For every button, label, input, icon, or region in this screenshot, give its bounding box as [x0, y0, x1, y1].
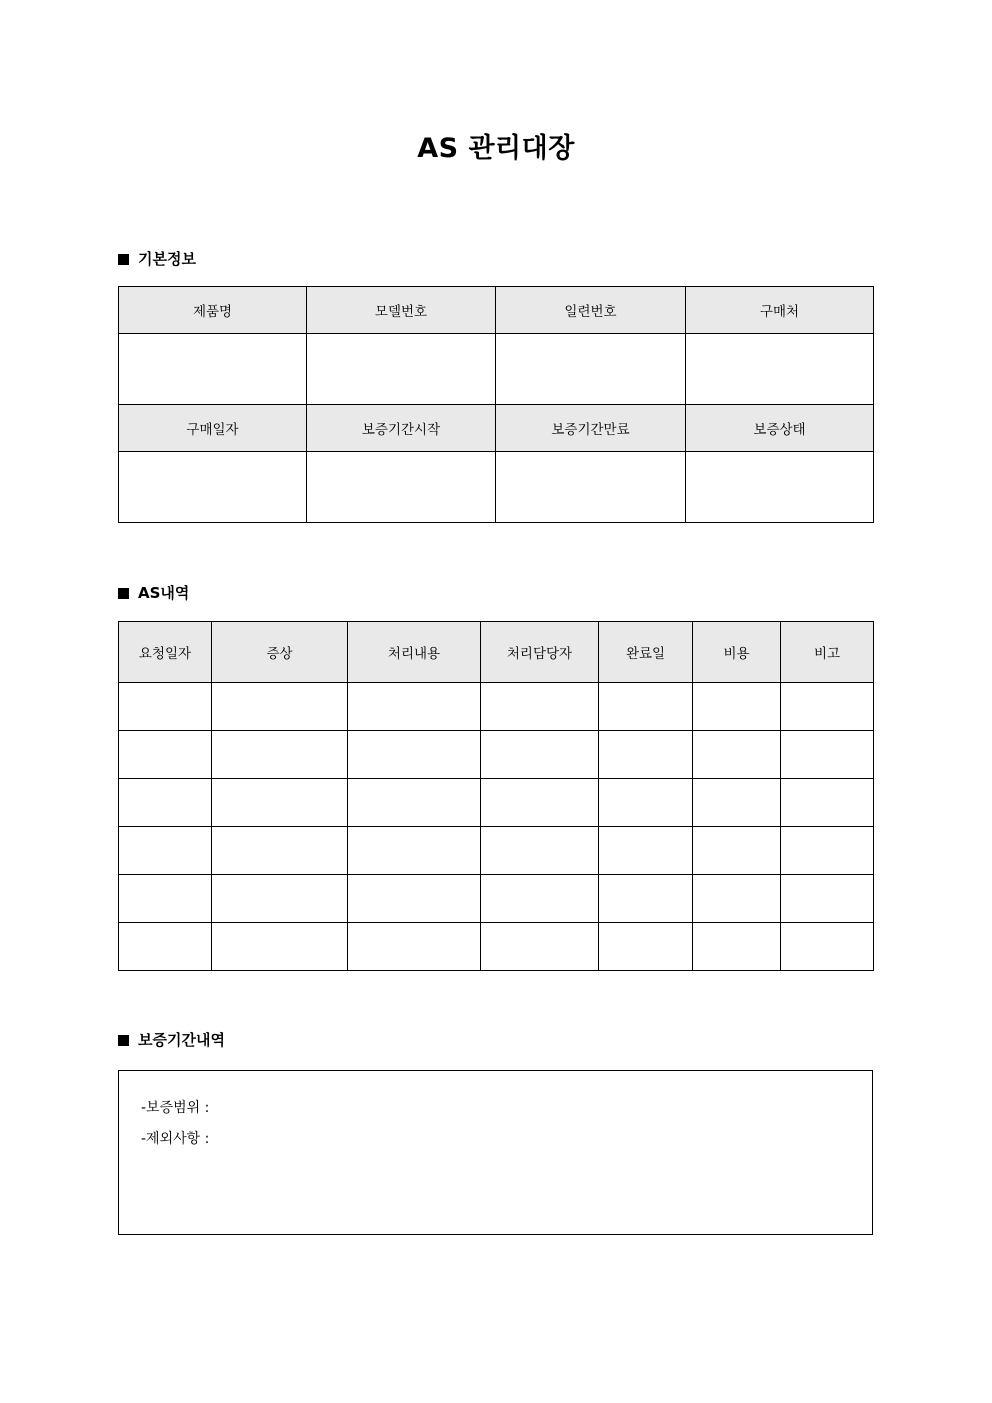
basic-header-vendor: 구매처 — [686, 287, 874, 334]
as-cell-request-date[interactable] — [119, 683, 212, 731]
as-cell-action-taken[interactable] — [348, 731, 481, 779]
basic-value-vendor[interactable] — [686, 334, 874, 405]
as-cell-symptom[interactable] — [212, 683, 348, 731]
as-cell-request-date[interactable] — [119, 923, 212, 971]
as-cell-handler[interactable] — [481, 875, 599, 923]
as-cell-remarks[interactable] — [781, 827, 874, 875]
table-row — [119, 334, 874, 405]
page-title: AS 관리대장 — [417, 133, 575, 164]
section-heading-as-history — [118, 586, 189, 601]
as-cell-symptom[interactable] — [212, 779, 348, 827]
basic-value-purchase-date[interactable] — [119, 452, 307, 523]
as-cell-cost[interactable] — [693, 875, 781, 923]
as-cell-cost[interactable] — [693, 923, 781, 971]
table-row — [119, 875, 874, 923]
table-row — [119, 452, 874, 523]
as-header-remarks: 비고 — [781, 622, 874, 683]
section-heading-as-history-label: AS내역 — [138, 584, 190, 602]
table-row — [119, 731, 874, 779]
as-cell-request-date[interactable] — [119, 779, 212, 827]
as-cell-action-taken[interactable] — [348, 827, 481, 875]
table-row — [119, 683, 874, 731]
as-header-symptom: 증상 — [212, 622, 348, 683]
as-history-table — [118, 621, 874, 971]
as-header-request-date: 요청일자 — [119, 622, 212, 683]
basic-value-warranty-status[interactable] — [686, 452, 874, 523]
basic-header-serial-number: 일련번호 — [496, 287, 686, 334]
square-bullet-icon — [118, 1035, 129, 1046]
basic-info-table — [118, 286, 874, 523]
as-cell-request-date[interactable] — [119, 827, 212, 875]
basic-value-model-number[interactable] — [307, 334, 496, 405]
as-cell-action-taken[interactable] — [348, 875, 481, 923]
as-cell-request-date[interactable] — [119, 875, 212, 923]
table-row — [119, 923, 874, 971]
as-cell-remarks[interactable] — [781, 779, 874, 827]
basic-value-serial-number[interactable] — [496, 334, 686, 405]
as-cell-symptom[interactable] — [212, 827, 348, 875]
as-cell-action-taken[interactable] — [348, 779, 481, 827]
as-cell-request-date[interactable] — [119, 731, 212, 779]
warranty-note-exclusions: -제외사항 : — [141, 1131, 210, 1147]
as-header-action-taken: 처리내용 — [348, 622, 481, 683]
as-cell-handler[interactable] — [481, 683, 599, 731]
section-heading-warranty-details-label: 보증기간내역 — [138, 1031, 225, 1049]
as-cell-symptom[interactable] — [212, 923, 348, 971]
table-row — [119, 405, 874, 452]
as-cell-action-taken[interactable] — [348, 923, 481, 971]
basic-header-warranty-end: 보증기간만료 — [496, 405, 686, 452]
as-cell-remarks[interactable] — [781, 923, 874, 971]
basic-value-warranty-end[interactable] — [496, 452, 686, 523]
table-row — [119, 287, 874, 334]
basic-value-warranty-start[interactable] — [307, 452, 496, 523]
warranty-notes-box[interactable] — [118, 1070, 873, 1235]
as-header-handler: 처리담당자 — [481, 622, 599, 683]
as-cell-action-taken[interactable] — [348, 683, 481, 731]
as-cell-completion-date[interactable] — [599, 875, 693, 923]
basic-value-product-name[interactable] — [119, 334, 307, 405]
as-cell-cost[interactable] — [693, 731, 781, 779]
basic-header-warranty-start: 보증기간시작 — [307, 405, 496, 452]
basic-header-model-number: 모델번호 — [307, 287, 496, 334]
square-bullet-icon — [118, 588, 129, 599]
as-cell-handler[interactable] — [481, 779, 599, 827]
basic-header-warranty-status: 보증상태 — [686, 405, 874, 452]
as-cell-completion-date[interactable] — [599, 683, 693, 731]
as-cell-cost[interactable] — [693, 827, 781, 875]
as-cell-remarks[interactable] — [781, 875, 874, 923]
as-cell-completion-date[interactable] — [599, 779, 693, 827]
as-header-completion-date: 완료일 — [599, 622, 693, 683]
as-cell-symptom[interactable] — [212, 731, 348, 779]
as-cell-handler[interactable] — [481, 731, 599, 779]
square-bullet-icon — [118, 254, 129, 265]
basic-header-purchase-date: 구매일자 — [119, 405, 307, 452]
as-cell-completion-date[interactable] — [599, 923, 693, 971]
as-cell-cost[interactable] — [693, 779, 781, 827]
basic-header-product-name: 제품명 — [119, 287, 307, 334]
as-cell-completion-date[interactable] — [599, 731, 693, 779]
section-heading-warranty-details — [118, 1033, 225, 1048]
as-cell-remarks[interactable] — [781, 683, 874, 731]
section-heading-basic-info-label: 기본정보 — [138, 250, 196, 268]
as-cell-symptom[interactable] — [212, 875, 348, 923]
table-header-row — [119, 622, 874, 683]
as-header-cost: 비용 — [693, 622, 781, 683]
warranty-note-coverage: -보증범위 : — [141, 1100, 210, 1116]
as-cell-handler[interactable] — [481, 923, 599, 971]
as-cell-handler[interactable] — [481, 827, 599, 875]
section-heading-basic-info — [118, 252, 196, 267]
as-cell-remarks[interactable] — [781, 731, 874, 779]
table-row — [119, 827, 874, 875]
as-cell-completion-date[interactable] — [599, 827, 693, 875]
as-cell-cost[interactable] — [693, 683, 781, 731]
table-row — [119, 779, 874, 827]
